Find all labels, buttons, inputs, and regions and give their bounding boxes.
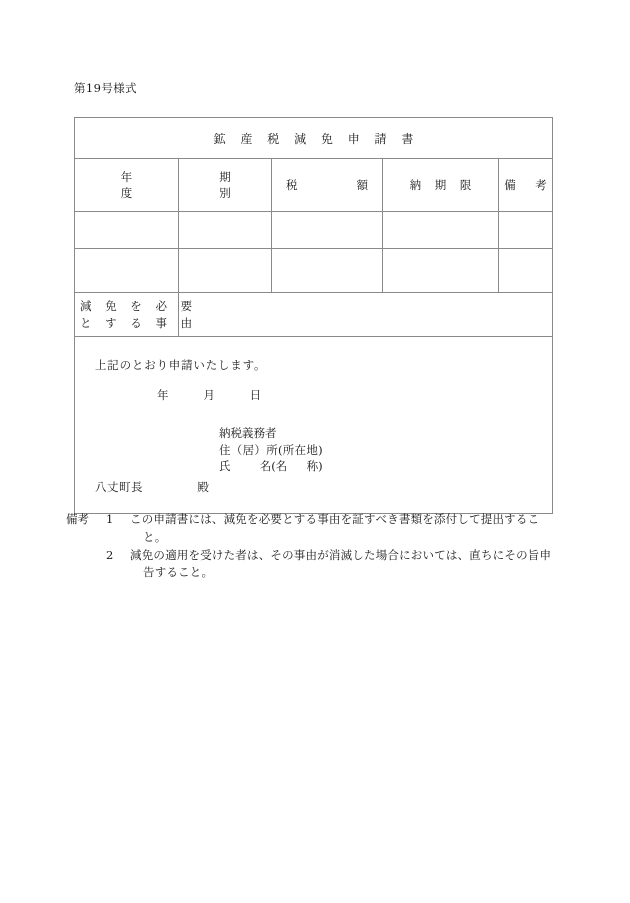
taxpayer-name-label-part3: 称)	[306, 459, 323, 474]
date-month-label: 月	[203, 388, 216, 402]
column-header-remarks-label: 備 考	[504, 178, 551, 192]
footnote-text-1-continuation: と。	[143, 529, 167, 544]
cell-year-2[interactable]	[75, 249, 179, 293]
column-header-period-label: 期 別	[219, 170, 290, 200]
footnotes-heading: 備考	[66, 512, 89, 526]
footnote-number-2: 2	[106, 547, 114, 562]
cell-tax-amount-2[interactable]	[272, 249, 383, 293]
taxpayer-name-label-part1: 氏	[219, 459, 231, 474]
table-title-row	[75, 118, 553, 159]
cell-due-date-2[interactable]	[383, 249, 499, 293]
column-header-tax-amount-label: 税 額	[286, 178, 380, 192]
footnote-text-1-main: この申請書には、減免を必要とする事由を証すべき書類を添付して提出するこ	[130, 512, 540, 526]
column-header-year-label: 年 度	[120, 170, 204, 200]
exemption-reason-label	[75, 293, 198, 337]
taxpayer-name-label-part2: 名(名	[259, 459, 288, 474]
cell-period-2[interactable]	[179, 249, 272, 293]
footnote-item-1	[66, 511, 566, 547]
addressee-line	[95, 479, 209, 495]
date-year-label: 年	[157, 388, 169, 402]
footnote-text-2-continuation: 告すること。	[143, 565, 214, 580]
declaration-row	[75, 337, 553, 514]
addressee-honorific: 殿	[197, 480, 210, 494]
exemption-reason-label-line2: と す る 事 由	[80, 315, 198, 330]
cell-tax-amount-1[interactable]	[272, 212, 383, 249]
taxpayer-heading: 納税義務者	[219, 426, 277, 440]
taxpayer-block	[219, 425, 323, 475]
column-header-year	[75, 159, 204, 212]
table-header-row	[75, 159, 553, 212]
cell-year-1[interactable]	[75, 212, 179, 249]
cell-remarks-2[interactable]	[499, 249, 553, 293]
taxpayer-address-label: 住（居）所(所在地)	[219, 442, 323, 457]
footnote-text-2	[130, 547, 566, 583]
addressee-label: 八丈町長	[95, 480, 143, 494]
cell-remarks-1[interactable]	[499, 212, 553, 249]
form-title: 鉱 産 税 減 免 申 請 書	[213, 131, 419, 146]
table-row	[75, 249, 553, 293]
table-row	[75, 212, 553, 249]
footnote-number-1: 1	[106, 512, 114, 526]
footnotes	[66, 511, 566, 582]
cell-due-date-1[interactable]	[383, 212, 499, 249]
form-title-cell	[75, 118, 553, 159]
form-number: 第19号様式	[74, 81, 138, 95]
footnote-text-1	[130, 511, 566, 547]
column-header-period	[179, 159, 290, 212]
column-header-due-date	[383, 159, 499, 212]
declaration-cell	[75, 337, 553, 514]
application-form-table	[74, 117, 553, 514]
column-header-tax-amount	[272, 159, 383, 212]
footnote-text-2-main: 減免の適用を受けた者は、その事由が消滅した場合においては、直ちにその旨申	[130, 547, 552, 562]
column-header-due-date-label: 納 期 限	[409, 178, 477, 192]
cell-period-1[interactable]	[179, 212, 272, 249]
footnote-item-2	[66, 547, 566, 583]
exemption-reason-label-line1: 減 免 を 必 要	[80, 298, 198, 313]
taxpayer-name-label	[219, 458, 323, 475]
column-header-remarks	[499, 159, 553, 212]
exemption-reason-row	[75, 293, 553, 337]
date-day-label: 日	[249, 388, 262, 402]
declaration-date-line[interactable]	[157, 387, 262, 403]
exemption-reason-value[interactable]	[179, 293, 553, 337]
declaration-statement: 上記のとおり申請いたします。	[95, 358, 267, 372]
